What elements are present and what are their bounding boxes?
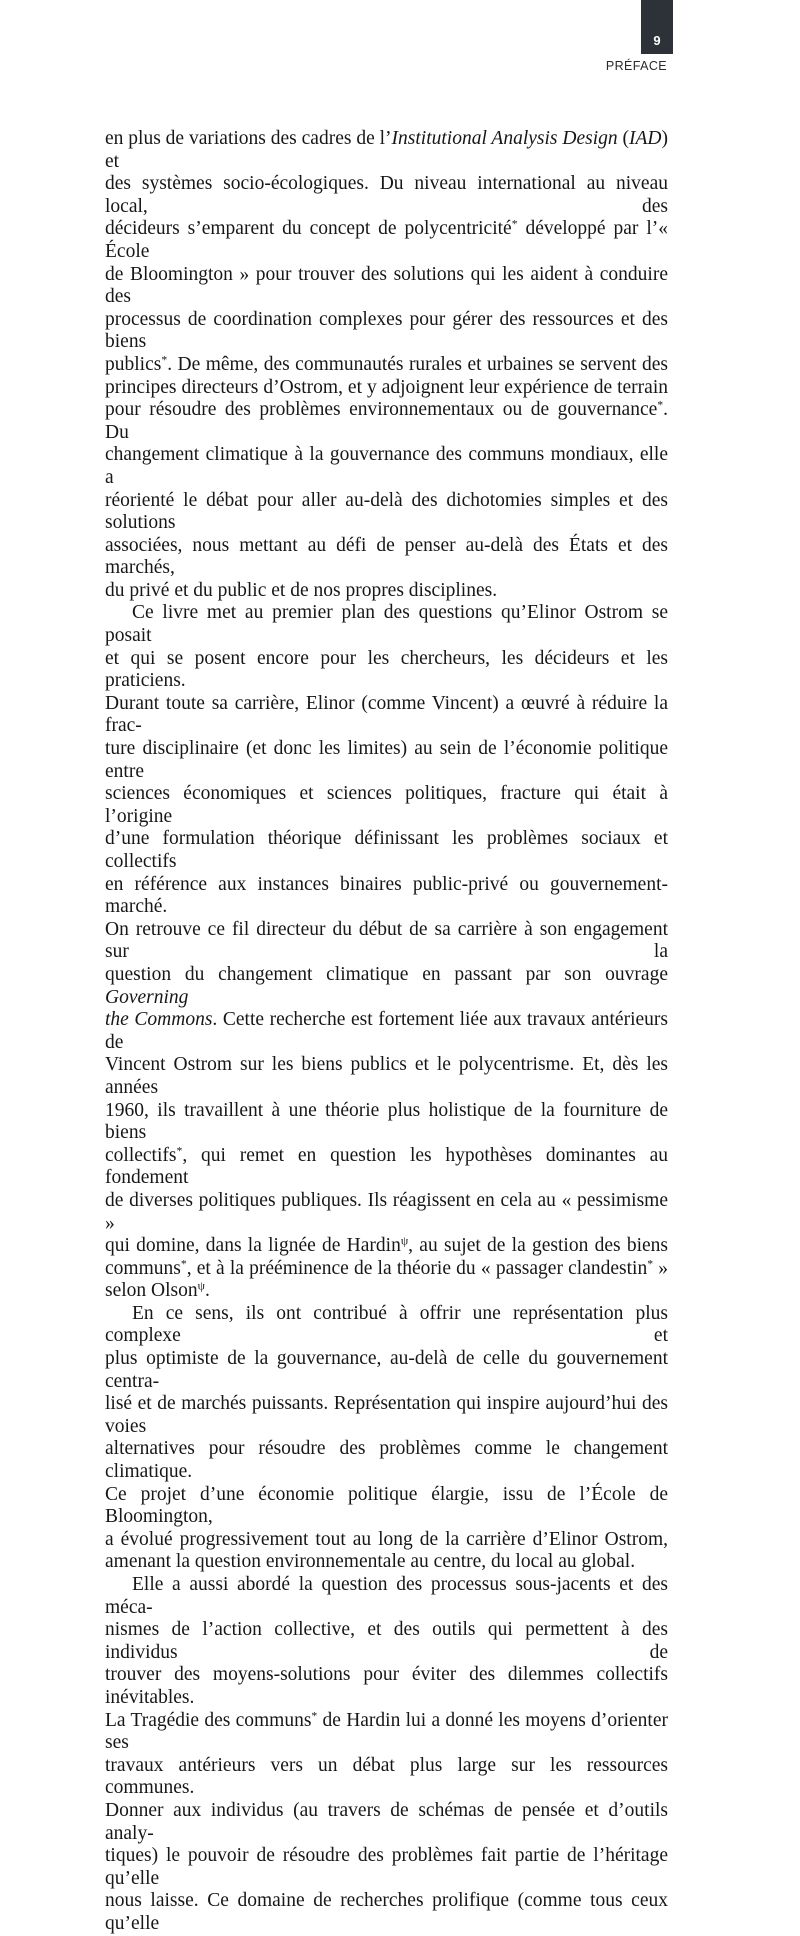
text-line: décideurs s’emparent du concept de polycentricité* développé par l’« École [105, 217, 668, 262]
text-line: du privé et du public et de nos propres disciplines. [105, 579, 498, 601]
text-line: principes directeurs d’Ostrom, et y adjoignent leur expérience de terrain [105, 376, 668, 398]
text-line: des systèmes socio-écologiques. Du niveau international au niveau local, des [105, 173, 668, 217]
text-line: associées, nous mettant au défi de penser au-delà des États et des marchés, [105, 534, 668, 579]
text-line: Elle a aussi abordé la question des processus sous-jacents et des méca- [105, 1574, 668, 1618]
text-line: pour résoudre des problèmes environnementaux ou de gouvernance*. Du [105, 398, 668, 443]
text-line: Ce projet d’une économie politique élargie, issu de l’École de Bloomington, [105, 1483, 668, 1528]
text-line: d’une formulation théorique définissant les problèmes sociaux et collectifs [105, 828, 668, 872]
page-number-tab [641, 0, 673, 54]
text-line: en référence aux instances binaires public-privé ou gouvernement-marché. [105, 873, 668, 918]
text-line: trouver des moyens-solutions pour éviter des dilemmes collectifs inévitables. [105, 1664, 668, 1708]
text-line: a évolué progressivement tout au long de la carrière d’Elinor Ostrom, [105, 1528, 668, 1550]
text-line: amenant la question environnementale au centre, du local au global. [105, 1551, 636, 1573]
page-number: 9 [653, 33, 661, 48]
text-line: en plus de variations des cadres de l’Institutional Analysis Design (IAD) et [105, 128, 669, 172]
text-line: ture disciplinaire (et donc les limites) au sein de l’économie politique entre [105, 738, 668, 782]
text-line: En ce sens, ils ont contribué à offrir une représentation plus complexe et [105, 1302, 668, 1347]
text-line: collectifs*, qui remet en question les hypothèses dominantes au fondement [105, 1144, 668, 1189]
text-line: de diverses politiques publiques. Ils réagissent en cela au « pessimisme » [105, 1189, 668, 1234]
text-line: et qui se posent encore pour les chercheurs, les décideurs et les praticiens. [105, 647, 668, 692]
text-line: Vincent Ostrom sur les biens publics et le polycentrisme. Et, dès les années [105, 1054, 668, 1098]
text-line: travaux antérieurs vers un débat plus large sur les ressources communes. [105, 1754, 668, 1799]
text-line: qui domine, dans la lignée de Hardin$^\psi$, au sujet de la gestion des biens [105, 1234, 668, 1257]
body-text [105, 128, 668, 1936]
text-line: 1960, ils travaillent à une théorie plus holistique de la fourniture de biens [105, 1099, 668, 1144]
text-line: question du changement climatique en passant par son ouvrage Governing [105, 963, 668, 1008]
text-line: On retrouve ce fil directeur du début de sa carrière à son engagement sur la [105, 918, 668, 963]
text-line: alternatives pour résoudre des problèmes comme le changement climatique. [105, 1438, 668, 1483]
text-line: sciences économiques et sciences politiques, fracture qui était à l’origine [105, 783, 668, 827]
text-line: Durant toute sa carrière, Elinor (comme Vincent) a œuvré à réduire la frac- [105, 692, 668, 737]
text-line: de Bloomington » pour trouver des solutions qui les aident à conduire des [105, 263, 668, 308]
text-line: the Commons. Cette recherche est fortement liée aux travaux antérieurs de [105, 1009, 668, 1053]
text-line: réorienté le débat pour aller au-delà des dichotomies simples et des solutions [105, 489, 668, 534]
text-line: processus de coordination complexes pour gérer des ressources et des biens [105, 308, 668, 353]
text-line: selon Olson$^\psi$. [105, 1279, 210, 1302]
text-line: communs*, et à la prééminence de la théorie du « passager clandestin* » [105, 1257, 669, 1279]
text-line: nismes de l’action collective, et des outils qui permettent à des individus de [105, 1619, 668, 1663]
text-line: tiques) le pouvoir de résoudre des problèmes fait partie de l’héritage qu’elle [105, 1845, 668, 1889]
text-line: Donner aux individus (au travers de schémas de pensée et d’outils analy- [105, 1799, 668, 1844]
text-line: lisé et de marchés puissants. Représentation qui inspire aujourd’hui des voies [105, 1393, 668, 1437]
text-line: changement climatique à la gouvernance des communs mondiaux, elle a [105, 444, 668, 488]
text-line: Ce livre met au premier plan des questions qu’Elinor Ostrom se posait [105, 602, 668, 647]
section-label: PRÉFACE [605, 59, 667, 73]
text-line: La Tragédie des communs* de Hardin lui a donné les moyens d’orienter ses [105, 1709, 668, 1754]
text-line: nous laisse. Ce domaine de recherches prolifique (comme tous ceux qu’elle [105, 1890, 668, 1934]
text-line: plus optimiste de la gouvernance, au-delà de celle du gouvernement centra- [105, 1348, 668, 1392]
text-line: publics*. De même, des communautés rurales et urbaines se servent des [105, 353, 668, 375]
